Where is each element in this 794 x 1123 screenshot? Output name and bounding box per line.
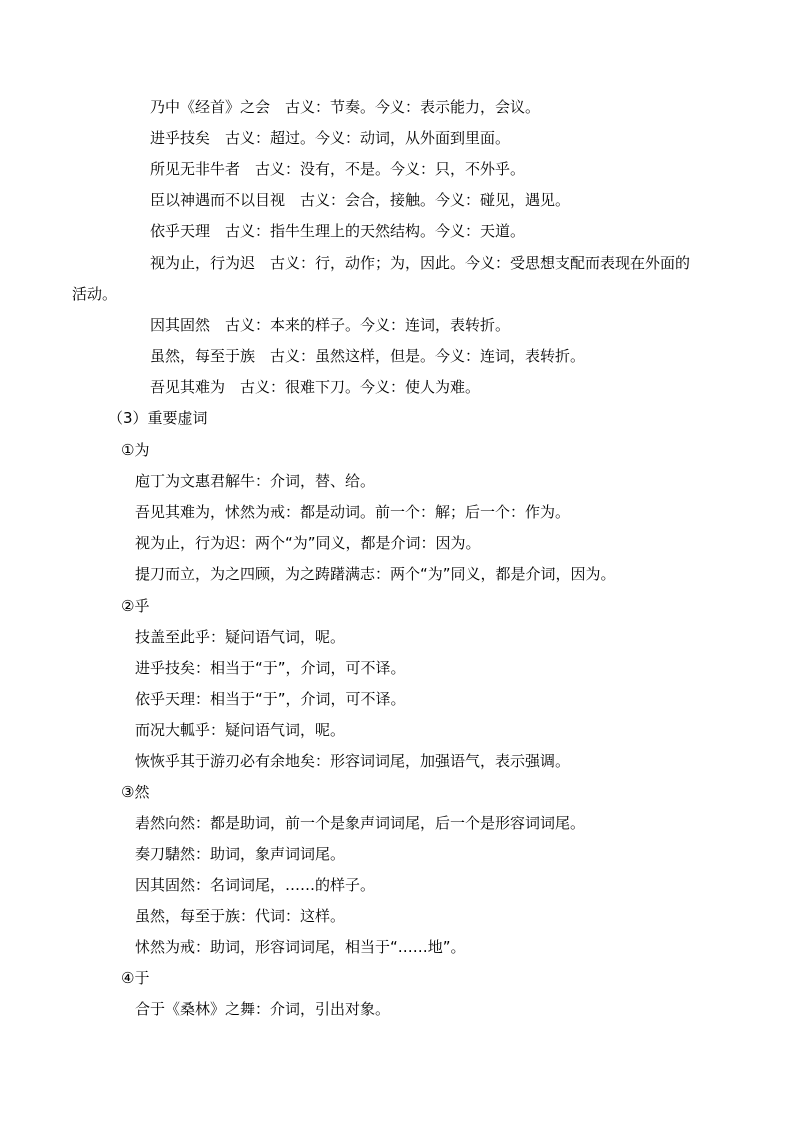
gujin-line-8: 虽然，每至于族 古义：虽然这样，但是。今义：连词，表转折。 <box>150 347 586 365</box>
group-ran-item-4: 虽然，每至于族：代词：这样。 <box>135 907 346 925</box>
group-ran-item-1: 砉然向然：都是助词，前一个是象声词词尾，后一个是形容词词尾。 <box>135 814 586 832</box>
group-title-wei: ①为 <box>121 441 150 459</box>
gujin-line-3: 所见无非牛者 古义：没有，不是。今义：只，不外乎。 <box>150 160 526 178</box>
group-hu-item-3: 依乎天理：相当于“于”，介词，可不译。 <box>135 690 406 708</box>
section-heading: （3）重要虚词 <box>108 409 208 427</box>
gujin-line-4: 臣以神遇而不以目视 古义：会合，接触。今义：碰见，遇见。 <box>150 191 571 209</box>
gujin-line-1: 乃中《经首》之会 古义：节奏。今义：表示能力，会议。 <box>150 98 541 116</box>
gujin-line-6-cont: 活动。 <box>72 285 118 303</box>
gujin-line-9: 吾见其难为 古义：很难下刀。今义：使人为难。 <box>150 378 481 396</box>
group-title-hu: ②乎 <box>121 597 150 615</box>
group-wei-item-4: 提刀而立，为之四顾，为之踌躇满志：两个“为”同义，都是介词，因为。 <box>135 565 616 583</box>
group-wei-item-3: 视为止，行为迟：两个“为”同义，都是介词：因为。 <box>135 534 481 552</box>
group-ran-item-2: 奏刀騞然：助词，象声词词尾。 <box>135 845 346 863</box>
group-hu-item-4: 而况大軱乎：疑问语气词，呢。 <box>135 721 346 739</box>
gujin-line-6: 视为止，行为迟 古义：行，动作；为，因此。今义：受思想支配而表现在外面的 <box>150 254 691 272</box>
group-hu-item-2: 进乎技矣：相当于“于”，介词，可不译。 <box>135 659 406 677</box>
group-wei-item-2: 吾见其难为，怵然为戒：都是动词。前一个：解；后一个：作为。 <box>135 503 571 521</box>
group-hu-item-5: 恢恢乎其于游刃必有余地矣：形容词词尾，加强语气，表示强调。 <box>135 752 571 770</box>
group-ran-item-5: 怵然为戒：助词，形容词词尾，相当于“……地”。 <box>135 938 466 956</box>
group-title-ran: ③然 <box>121 783 150 801</box>
group-hu-item-1: 技盖至此乎：疑问语气词，呢。 <box>135 628 346 646</box>
gujin-line-5: 依乎天理 古义：指牛生理上的天然结构。今义：天道。 <box>150 222 526 240</box>
group-title-yu: ④于 <box>121 969 150 987</box>
group-wei-item-1: 庖丁为文惠君解牛：介词，替、给。 <box>135 472 376 490</box>
group-ran-item-3: 因其固然：名词词尾，……的样子。 <box>135 876 376 894</box>
gujin-line-7: 因其固然 古义：本来的样子。今义：连词，表转折。 <box>150 316 511 334</box>
gujin-line-2: 进乎技矣 古义：超过。今义：动词，从外面到里面。 <box>150 129 511 147</box>
group-yu-item-1: 合于《桑林》之舞：介词，引出对象。 <box>135 1000 391 1018</box>
